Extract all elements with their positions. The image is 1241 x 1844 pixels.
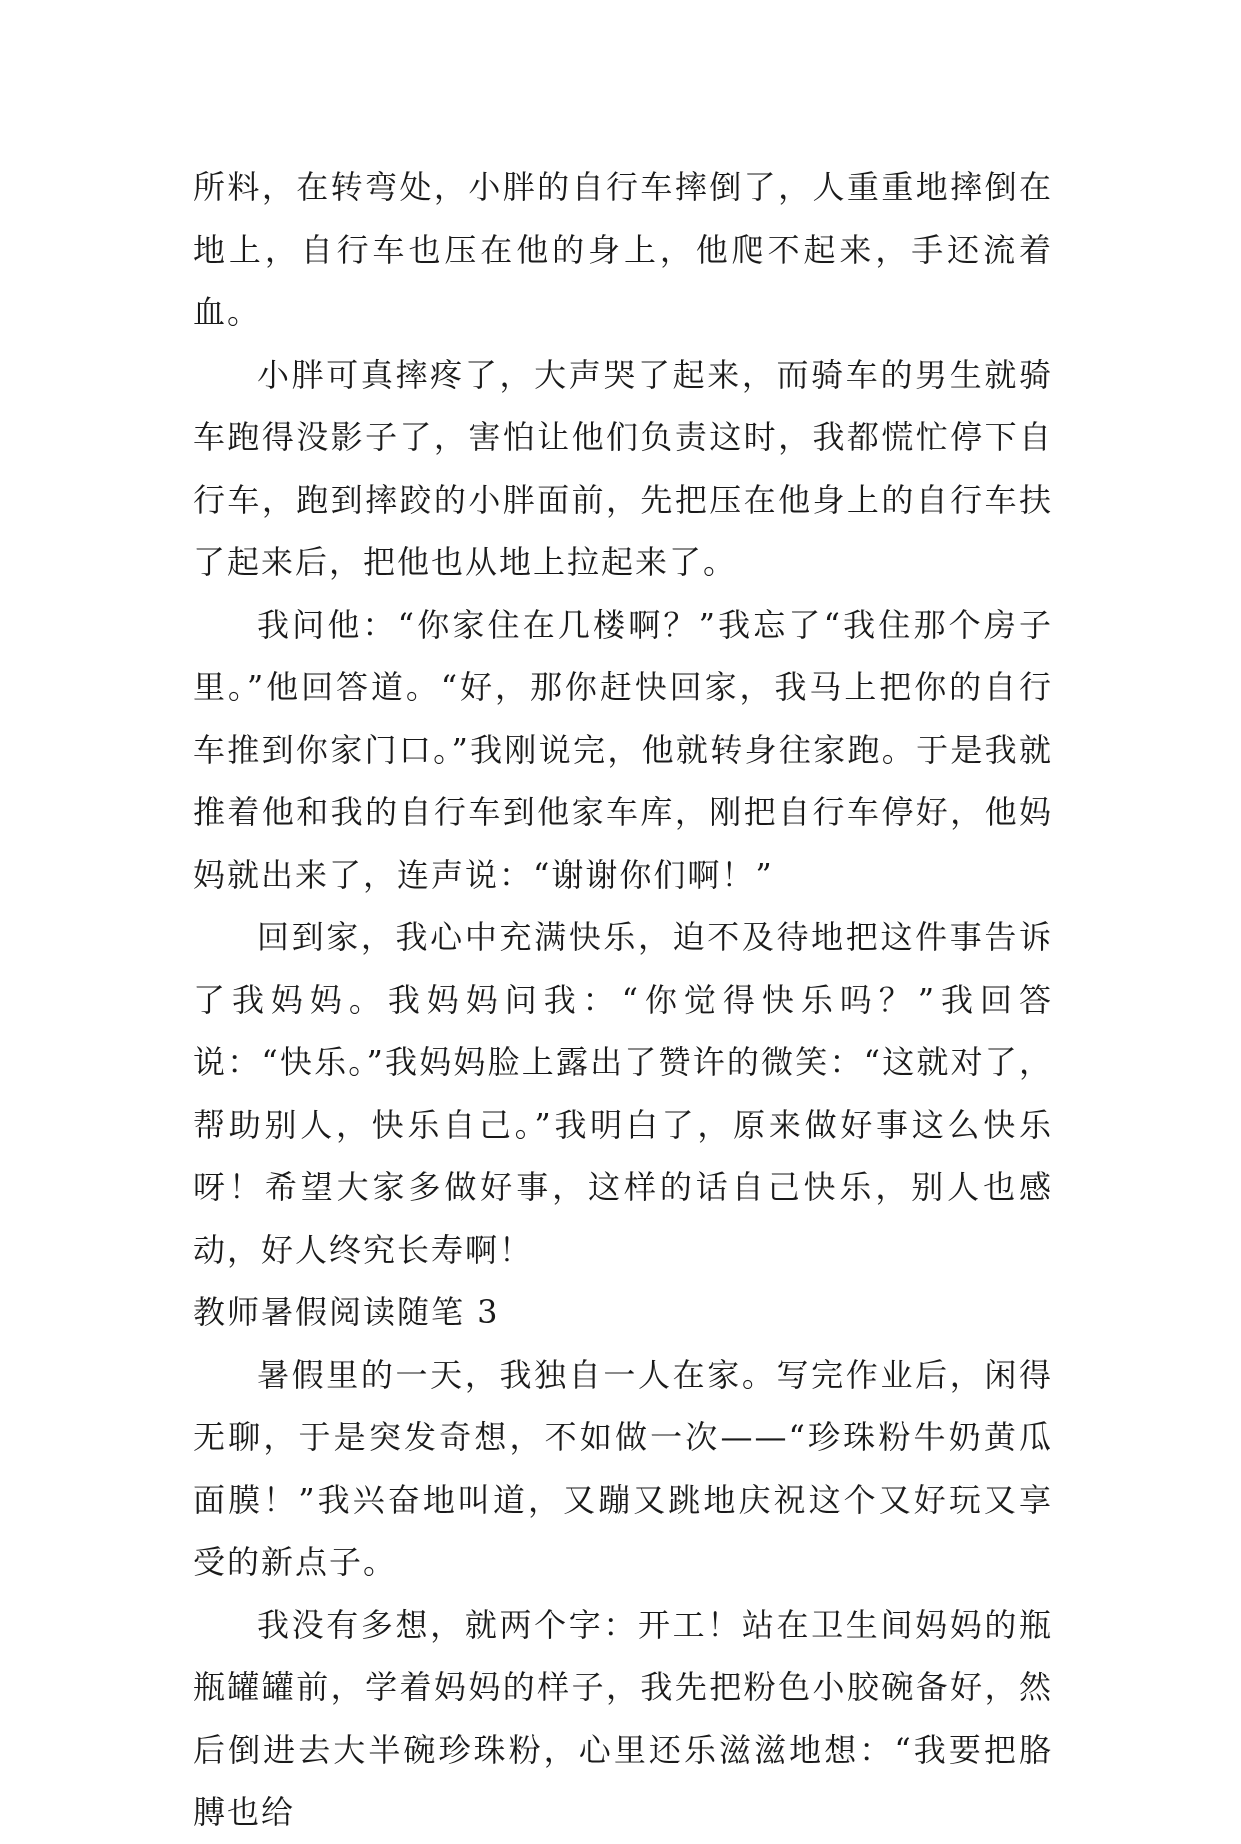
paragraph-6: 我没有多想，就两个字：开工！站在卫生间妈妈的瓶瓶罐罐前，学着妈妈的样子，我先把粉色小胶碗备好，然后倒进去大半碗珍珠粉，心里还乐滋滋地想：“我要把胳膊也给 <box>193 1605 1053 1831</box>
document-body <box>193 156 1053 1844</box>
paragraph-2: 小胖可真摔疼了，大声哭了起来，而骑车的男生就骑车跑得没影子了，害怕让他们负责这时，我都慌忙停下自行车，跑到摔跤的小胖面前，先把压在他身上的自行车扶了起来后，把他也从地上拉起来了。 <box>193 355 1053 581</box>
paragraph-3: 我问他：“你家住在几楼啊？”我忘了“我住那个房子里。”他回答道。“好，那你赶快回家，我马上把你的自行车推到你家门口。”我刚说完，他就转身往家跑。于是我就推着他和我的自行车到他家车库，刚把自行车停好，他妈妈就出来了，连声说：“谢谢你们啊！” <box>193 605 1053 894</box>
paragraph-1: 所料，在转弯处，小胖的自行车摔倒了，人重重地摔倒在地上，自行车也压在他的身上，他爬不起来，手还流着血。 <box>193 168 1053 331</box>
paragraph-4: 回到家，我心中充满快乐，迫不及待地把这件事告诉了我妈妈。我妈妈问我：“你觉得快乐吗？”我回答说：“快乐。”我妈妈脸上露出了赞许的微笑：“这就对了，帮助别人，快乐自己。”我明白了，原来做好事这么快乐呀！希望大家多做好事，这样的话自己快乐，别人也感动，好人终究长寿啊！ <box>193 918 1053 1269</box>
paragraph-5: 暑假里的一天，我独自一人在家。写完作业后，闲得无聊，于是突发奇想，不如做一次——“珍珠粉牛奶黄瓜面膜！”我兴奋地叫道，又蹦又跳地庆祝这个又好玩又享受的新点子。 <box>193 1355 1053 1581</box>
section-heading: 教师暑假阅读随笔 3 <box>193 1293 500 1331</box>
